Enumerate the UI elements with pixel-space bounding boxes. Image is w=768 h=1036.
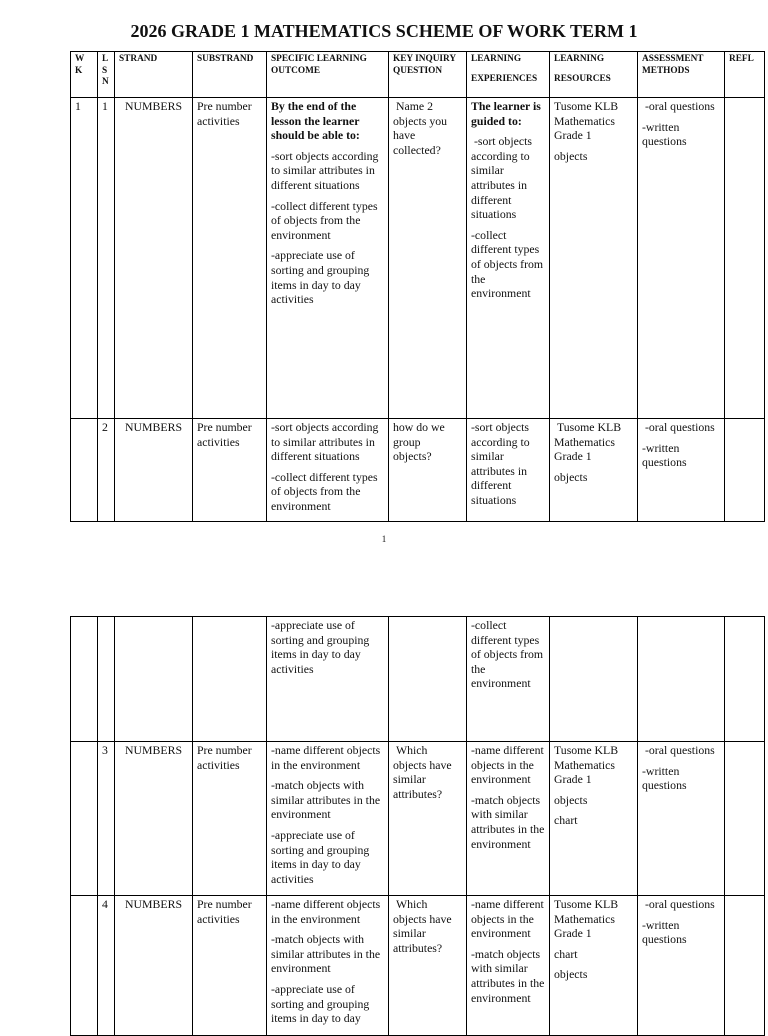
cell-strand: NUMBERS [115, 419, 193, 522]
cell-refl [725, 896, 765, 1036]
cell-assessment: -oral questions -written questions [638, 742, 725, 896]
cell-strand: NUMBERS [115, 98, 193, 419]
cell-substrand: Pre number activities [193, 896, 267, 1036]
cell-learning-experiences: -sort objects according to similar attributes in different situations [467, 419, 550, 522]
table-row [71, 419, 765, 522]
cell-strand: NUMBERS [115, 896, 193, 1036]
cell-kiq: Name 2 objects you have collected? [389, 98, 467, 419]
cell-slo: -appreciate use of sorting and grouping items in day to day activities [267, 617, 389, 742]
header-substrand: SUBSTRAND [193, 52, 267, 98]
cell-learning-experiences: -collect different types of objects from the environment [467, 617, 550, 742]
cell-substrand: Pre number activities [193, 742, 267, 896]
cell-kiq: how do we group objects? [389, 419, 467, 522]
cell-learning-resources: Tusome KLB Mathematics Grade 1 objects chart [550, 742, 638, 896]
header-refl: REFL [725, 52, 765, 98]
header-wk: W K [71, 52, 98, 98]
table-row [71, 742, 765, 896]
cell-strand: NUMBERS [115, 742, 193, 896]
header-learning-resources: LEARNING RESOURCES [550, 52, 638, 98]
table-row-continuation [71, 617, 765, 742]
cell-learning-experiences: The learner is guided to: -sort objects according to similar attributes in different situations -collect different types of objects from the environment [467, 98, 550, 419]
cell-substrand: Pre number activities [193, 98, 267, 419]
cell-learning-resources: Tusome KLB Mathematics Grade 1 chart objects [550, 896, 638, 1036]
cell-learning-resources: Tusome KLB Mathematics Grade 1 objects [550, 419, 638, 522]
cell-learning-experiences: -name different objects in the environment -match objects with similar attributes in the environment [467, 742, 550, 896]
cell-wk: 1 [71, 98, 98, 419]
cell-wk [71, 896, 98, 1036]
document-title: 2026 GRADE 1 MATHEMATICS SCHEME OF WORK TERM 1 [130, 21, 638, 41]
cell-assessment: -oral questions -written questions [638, 419, 725, 522]
table-row [71, 896, 765, 1036]
header-assessment: ASSESSMENT METHODS [638, 52, 725, 98]
cell-lsn: 1 [98, 98, 115, 419]
cell-lsn: 3 [98, 742, 115, 896]
cell-refl [725, 742, 765, 896]
cell-slo: -name different objects in the environment -match objects with similar attributes in the environment -appreciate use of sorting and grouping items in day to day activities [267, 742, 389, 896]
cell-learning-resources: Tusome KLB Mathematics Grade 1 objects [550, 98, 638, 419]
cell-assessment: -oral questions -written questions [638, 896, 725, 1036]
header-kiq: KEY INQUIRY QUESTION [389, 52, 467, 98]
cell-substrand: Pre number activities [193, 419, 267, 522]
scheme-table-page-1 [70, 51, 765, 522]
cell-slo: -sort objects according to similar attributes in different situations -collect different types of objects from the environment [267, 419, 389, 522]
header-learning-experiences: LEARNING EXPERIENCES [467, 52, 550, 98]
cell-learning-experiences: -name different objects in the environment -match objects with similar attributes in the environment [467, 896, 550, 1036]
cell-refl [725, 98, 765, 419]
page-number: 1 [381, 534, 387, 544]
cell-wk [71, 742, 98, 896]
header-slo: SPECIFIC LEARNING OUTCOME [267, 52, 389, 98]
cell-lsn: 4 [98, 896, 115, 1036]
header-strand: STRAND [115, 52, 193, 98]
cell-slo: By the end of the lesson the learner should be able to: -sort objects according to similar attributes in different situations -collect different types of objects from the environment -appreciate use of sorting and grouping items in day to day activities [267, 98, 389, 419]
scheme-table-page-2 [70, 616, 765, 1036]
cell-kiq: Which objects have similar attributes? [389, 896, 467, 1036]
cell-lsn: 2 [98, 419, 115, 522]
cell-kiq: Which objects have similar attributes? [389, 742, 467, 896]
cell-assessment: -oral questions -written questions [638, 98, 725, 419]
header-lsn: L S N [98, 52, 115, 98]
cell-wk [71, 419, 98, 522]
cell-slo: -name different objects in the environment -match objects with similar attributes in the environment -appreciate use of sorting and grouping items in day to day [267, 896, 389, 1036]
header-row [71, 52, 765, 98]
table-row [71, 98, 765, 419]
cell-refl [725, 419, 765, 522]
